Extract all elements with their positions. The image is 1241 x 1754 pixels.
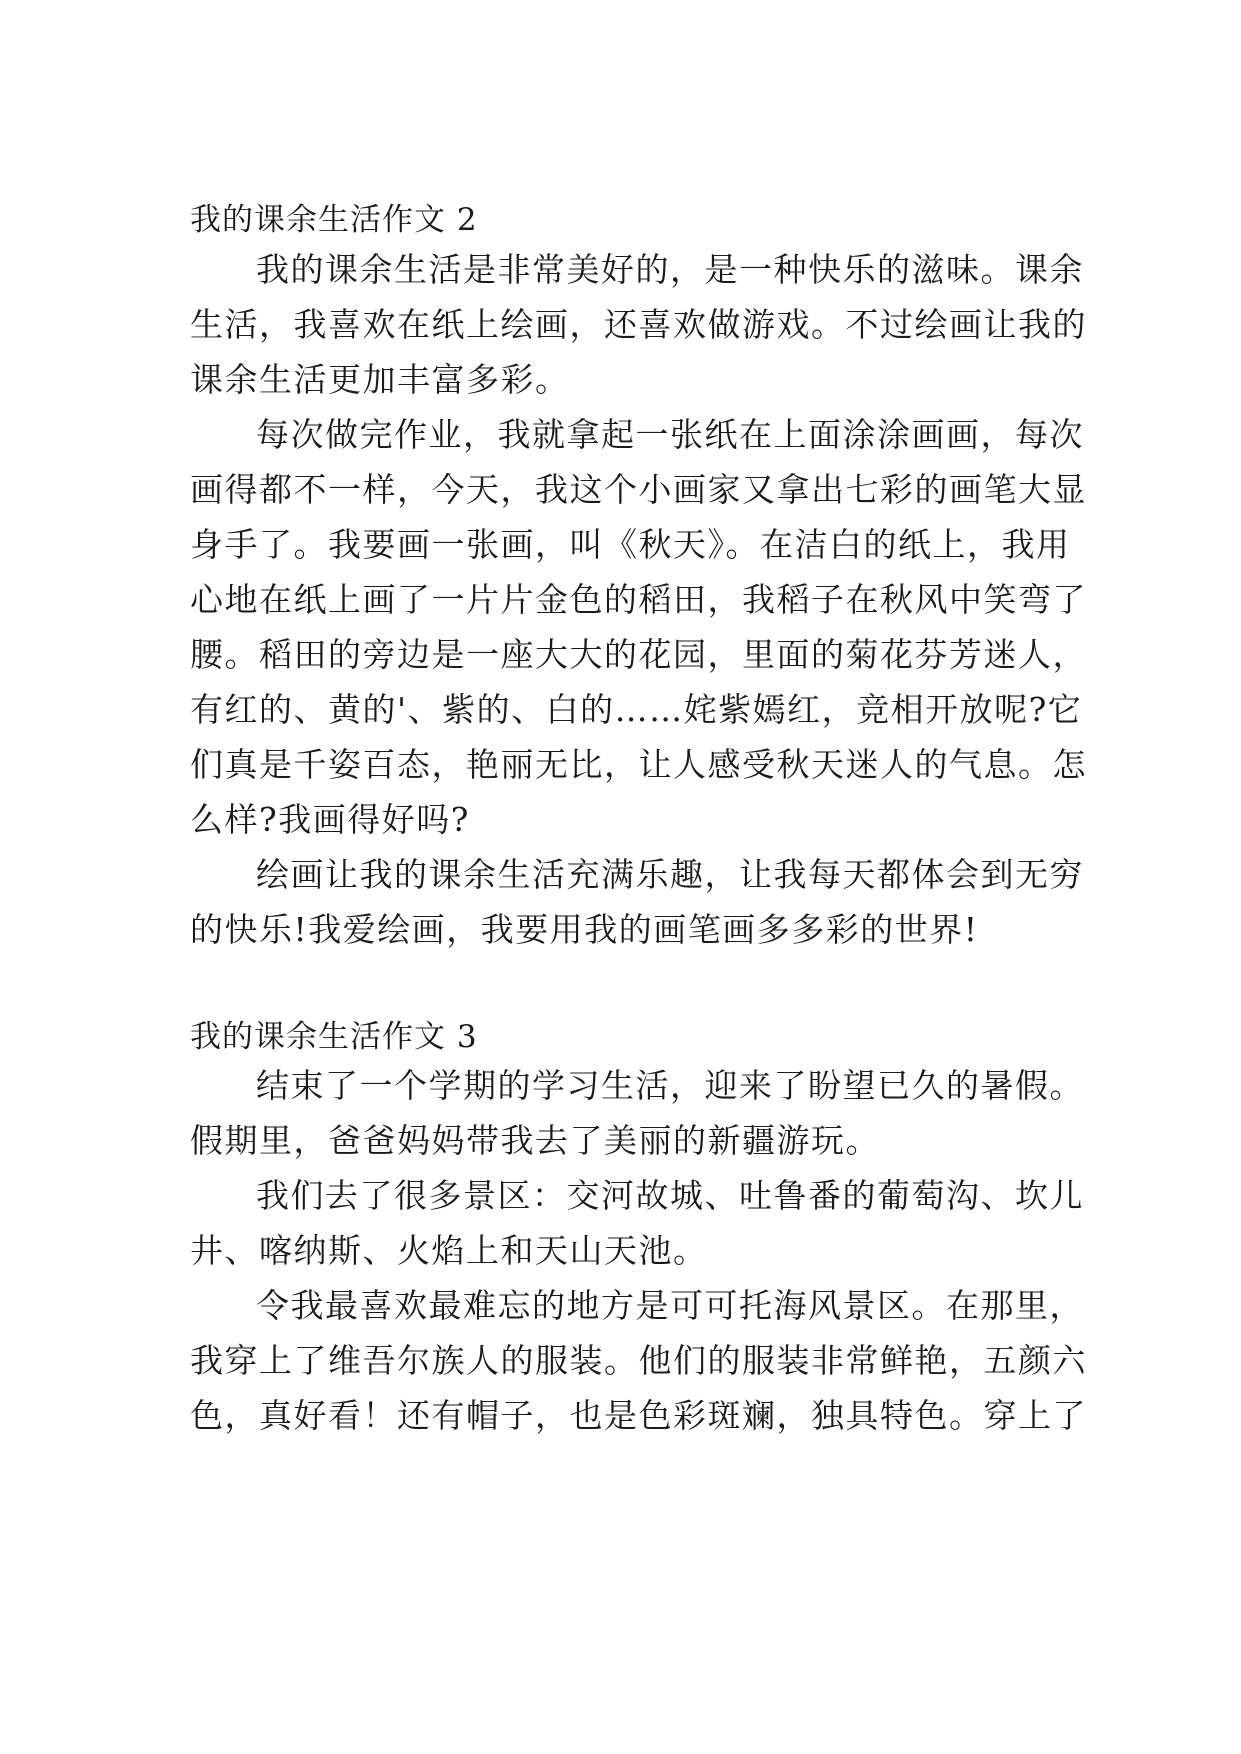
essay-3-paragraph-3-line-2: 我穿上了维吾尔族人的服装。他们的服装非常鲜艳，五颜六 [190,1341,1087,1380]
essay-2-paragraph-3-line-2: 的快乐!我爱绘画，我要用我的画笔画多多彩的世界! [190,910,979,949]
essay-3-paragraph-1-line-1: 结束了一个学期的学习生活，迎来了盼望已久的暑假。 [256,1066,1084,1105]
essay-2-paragraph-2-line-7: 们真是千姿百态，艳丽无比，让人感受秋天迷人的气息。怎 [190,745,1087,784]
essay-3-title: 我的课余生活作文 3 [190,1019,478,1055]
essay-2-paragraph-2-line-5: 腰。稻田的旁边是一座大大的花园，里面的菊花芬芳迷人， [190,635,1087,674]
essay-2-paragraph-1-line-3: 课余生活更加丰富多彩。 [190,360,570,399]
essay-2-paragraph-2-line-4: 心地在纸上画了一片片金色的稻田，我稻子在秋风中笑弯了 [190,580,1087,619]
essay-2-paragraph-1-line-2: 生活，我喜欢在纸上绘画，还喜欢做游戏。不过绘画让我的 [190,305,1087,344]
essay-2-paragraph-1-line-1: 我的课余生活是非常美好的，是一种快乐的滋味。课余 [256,250,1084,289]
essay-2-paragraph-3-line-1: 绘画让我的课余生活充满乐趣，让我每天都体会到无穷 [256,855,1084,894]
essay-3-paragraph-3-line-1: 令我最喜欢最难忘的地方是可可托海风景区。在那里， [256,1286,1084,1325]
essay-2-paragraph-2-line-2: 画得都不一样，今天，我这个小画家又拿出七彩的画笔大显 [190,470,1087,509]
essay-3-paragraph-1-line-2: 假期里，爸爸妈妈带我去了美丽的新疆游玩。 [190,1121,880,1160]
essay-2-title: 我的课余生活作文 2 [190,202,478,238]
essay-2-paragraph-2-line-3: 身手了。我要画一张画，叫《秋天》。在洁白的纸上，我用 [190,525,1071,564]
essay-3-paragraph-2-line-2: 井、喀纳斯、火焰上和天山天池。 [190,1231,708,1270]
essay-2-paragraph-2-line-1: 每次做完作业，我就拿起一张纸在上面涂涂画画，每次 [256,415,1084,454]
essay-3-paragraph-3-line-3: 色，真好看！还有帽子，也是色彩斑斓，独具特色。穿上了 [190,1396,1087,1435]
essay-3-paragraph-2-line-1: 我们去了很多景区：交河故城、吐鲁番的葡萄沟、坎儿 [256,1176,1084,1215]
essay-2-paragraph-2-line-8: 么样?我画得好吗? [190,800,470,839]
essay-2-paragraph-2-line-6: 有红的、黄的'、紫的、白的……姹紫嫣红，竞相开放呢?它 [190,690,1083,729]
